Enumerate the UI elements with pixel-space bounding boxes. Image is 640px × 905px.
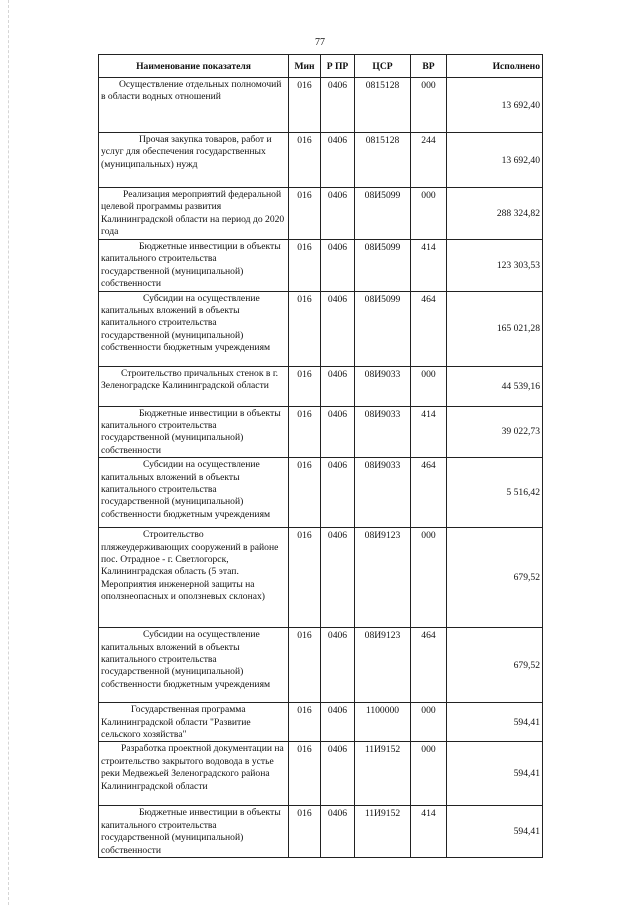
row-min: 016 (289, 703, 321, 742)
row-csr: 0815128 (355, 78, 411, 133)
row-csr: 08И9123 (355, 528, 411, 628)
row-name: Субсидии на осуществление капитальных вложений в объекты капитального строительства государственной (муниципальной) собственности бюджетным учреждениям (99, 458, 289, 528)
table-row (99, 406, 543, 458)
header-min: Мин (289, 55, 321, 78)
table-row (99, 806, 543, 858)
row-amount: 679,52 (447, 528, 543, 628)
row-name: Бюджетные инвестиции в объекты капитального строительства государственной (муниципальной) собственности (99, 806, 289, 858)
table-row (99, 628, 543, 703)
table-row (99, 366, 543, 406)
row-amount: 123 303,53 (447, 240, 543, 292)
table-row (99, 188, 543, 240)
row-name: Субсидии на осуществление капитальных вложений в объекты капитального строительства государственной (муниципальной) собственности бюджетным учреждениям (99, 628, 289, 703)
row-vr: 414 (411, 806, 447, 858)
row-csr: 11И9152 (355, 806, 411, 858)
row-amount: 594,41 (447, 742, 543, 806)
row-rpr: 0406 (321, 458, 355, 528)
table-row (99, 458, 543, 528)
row-vr: 000 (411, 742, 447, 806)
header-csr: ЦСР (355, 55, 411, 78)
row-min: 016 (289, 628, 321, 703)
row-min: 016 (289, 406, 321, 458)
row-csr: 08И9033 (355, 406, 411, 458)
row-rpr: 0406 (321, 528, 355, 628)
row-rpr: 0406 (321, 366, 355, 406)
row-csr: 0815128 (355, 133, 411, 188)
row-amount: 13 692,40 (447, 133, 543, 188)
budget-execution-table (98, 54, 543, 858)
row-min: 016 (289, 133, 321, 188)
row-name: Реализация мероприятий федеральной целевой программы развития Калининградской области на период до 2020 года (99, 188, 289, 240)
row-amount: 13 692,40 (447, 78, 543, 133)
row-amount: 44 539,16 (447, 366, 543, 406)
row-amount: 594,41 (447, 806, 543, 858)
table-row (99, 528, 543, 628)
row-csr: 08И9033 (355, 366, 411, 406)
row-rpr: 0406 (321, 806, 355, 858)
row-rpr: 0406 (321, 742, 355, 806)
table-row (99, 78, 543, 133)
row-rpr: 0406 (321, 133, 355, 188)
page-number: 77 (315, 37, 325, 48)
table-row (99, 703, 543, 742)
table-header-row (99, 55, 543, 78)
row-vr: 414 (411, 406, 447, 458)
row-amount: 165 021,28 (447, 291, 543, 366)
row-csr: 08И9123 (355, 628, 411, 703)
row-csr: 08И9033 (355, 458, 411, 528)
row-name: Разработка проектной документации на строительство закрытого водовода в устье реки Медвежьей Зеленоградского района Калининградской области (99, 742, 289, 806)
table-row (99, 291, 543, 366)
row-vr: 464 (411, 458, 447, 528)
row-vr: 000 (411, 78, 447, 133)
row-amount: 594,41 (447, 703, 543, 742)
row-min: 016 (289, 291, 321, 366)
table-row (99, 240, 543, 292)
row-rpr: 0406 (321, 406, 355, 458)
row-csr: 08И5099 (355, 188, 411, 240)
row-csr: 08И5099 (355, 291, 411, 366)
row-vr: 414 (411, 240, 447, 292)
row-name: Прочая закупка товаров, работ и услуг для обеспечения государственных (муниципальных) нужд (99, 133, 289, 188)
row-amount: 39 022,73 (447, 406, 543, 458)
row-rpr: 0406 (321, 188, 355, 240)
row-min: 016 (289, 78, 321, 133)
row-name: Бюджетные инвестиции в объекты капитального строительства государственной (муниципальной) собственности (99, 406, 289, 458)
table-row (99, 742, 543, 806)
row-vr: 464 (411, 291, 447, 366)
row-min: 016 (289, 188, 321, 240)
row-min: 016 (289, 240, 321, 292)
row-vr: 244 (411, 133, 447, 188)
row-rpr: 0406 (321, 240, 355, 292)
row-name: Бюджетные инвестиции в объекты капитального строительства государственной (муниципальной) собственности (99, 240, 289, 292)
row-name: Субсидии на осуществление капитальных вложений в объекты капитального строительства государственной (муниципальной) собственности бюджетным учреждениям (99, 291, 289, 366)
scan-margin-line (8, 0, 10, 905)
table-row (99, 133, 543, 188)
row-vr: 000 (411, 528, 447, 628)
row-name: Государственная программа Калининградской области "Развитие сельского хозяйства" (99, 703, 289, 742)
row-amount: 679,52 (447, 628, 543, 703)
row-rpr: 0406 (321, 628, 355, 703)
row-csr: 11И9152 (355, 742, 411, 806)
row-min: 016 (289, 742, 321, 806)
row-min: 016 (289, 528, 321, 628)
header-amount: Исполнено (447, 55, 543, 78)
row-csr: 08И5099 (355, 240, 411, 292)
header-rpr: Р ПР (321, 55, 355, 78)
row-csr: 1100000 (355, 703, 411, 742)
row-min: 016 (289, 366, 321, 406)
row-min: 016 (289, 458, 321, 528)
row-vr: 000 (411, 703, 447, 742)
header-vr: ВР (411, 55, 447, 78)
row-rpr: 0406 (321, 291, 355, 366)
row-min: 016 (289, 806, 321, 858)
row-rpr: 0406 (321, 703, 355, 742)
row-name: Осуществление отдельных полномочий в области водных отношений (99, 78, 289, 133)
row-amount: 5 516,42 (447, 458, 543, 528)
row-vr: 000 (411, 188, 447, 240)
row-amount: 288 324,82 (447, 188, 543, 240)
header-name: Наименование показателя (99, 55, 289, 78)
row-vr: 464 (411, 628, 447, 703)
row-name: Строительство причальных стенок в г. Зеленоградске Калининградской области (99, 366, 289, 406)
row-vr: 000 (411, 366, 447, 406)
row-rpr: 0406 (321, 78, 355, 133)
row-name: Строительство пляжеудерживающих сооружений в районе пос. Отрадное - г. Светлогорск, Калининградская область (5 этап. Мероприятия инженерной защиты на оползнеопасных и оползневых склонах) (99, 528, 289, 628)
